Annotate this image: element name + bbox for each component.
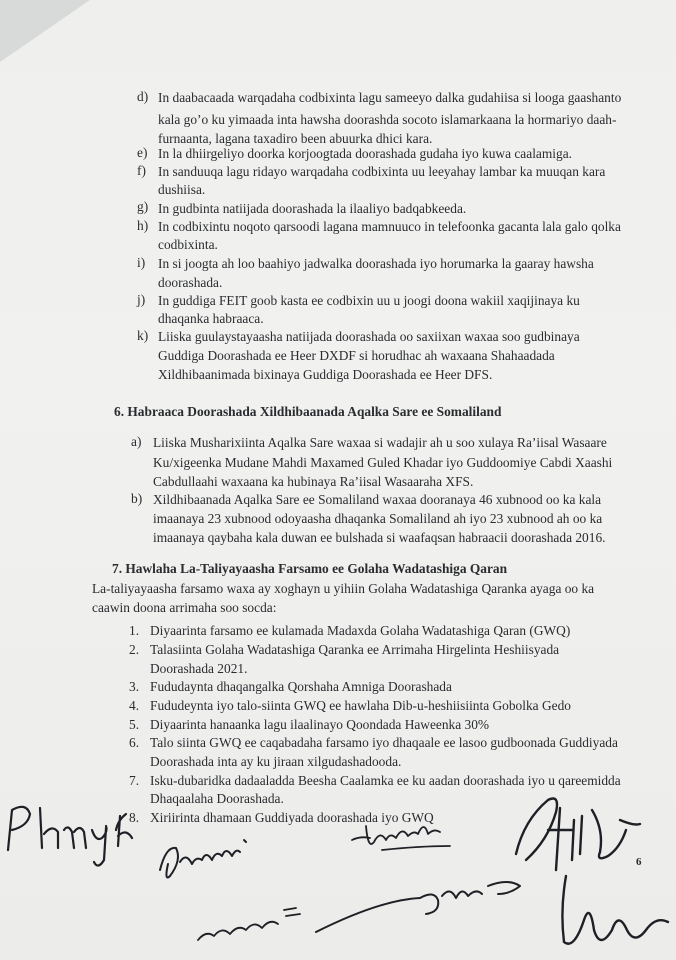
signature-6 [316,882,520,932]
list-item-line: Xildhibaanimada bixinaya Guddiga Doorashada ee Heer DFS. [158,367,493,382]
list-marker: 7. [129,773,140,788]
list-marker: d) [137,89,149,104]
list-marker: 1. [129,623,140,638]
list-item-line: Isku-dubaridka dadaaladda Beesha Caalamka ee ku aadan doorashada iyo u qareemidda [150,773,621,788]
list-marker: 2. [129,642,140,657]
list-item-line: Liiska Musharixiinta Aqalka Sare waxaa si wadajir ah u soo xulaya Ra’iisal Wasaare [153,435,607,450]
list-item-line: In si joogta ah loo baahiyo jadwalka doorashada iyo horumarka la gaaray hawsha [158,256,594,271]
list-marker: h) [137,218,149,233]
list-item-line: In gudbinta natiijada doorashada la ilaaliyo badqabkeeda. [158,201,467,216]
list-item-line: codbixinta. [158,237,218,252]
signature-1 [8,807,132,866]
list-marker: g) [137,199,149,214]
list-marker: 5. [129,717,140,732]
section-heading: 6. Habraaca Doorashada Xildhibaanada Aqalka Sare ee Somaliland [114,404,502,419]
list-marker: 6. [129,735,140,750]
list-item-line: Ku/xigeenka Mudane Mahdi Maxamed Guled Khadar iyo Guddoomiye Cabdi Xaashi [153,455,613,470]
list-item-line: Dhaqaalaha Doorashada. [150,791,284,806]
list-item-line: Talasiinta Golaha Wadatashiga Qaranka ee Arrimaha Hirgelinta Heshiisyada [150,642,560,657]
list-item-line: Doorashada inta ay ku jiraan xilgudashadooda. [150,754,402,769]
list-marker: e) [137,145,148,160]
page-number: 6 [636,856,642,868]
list-item-line: imaanaya qaybaha kala duwan ee bulshada si waafaqsan habraacii doorashada 2016. [153,530,606,545]
list-marker: b) [131,491,143,506]
signature-7 [562,876,668,944]
list-item-line: In sanduuqa lagu ridayo warqadaha codbixinta uu leeyahay lambar ka muuqan kara [158,164,606,179]
folded-corner [0,0,90,62]
section-intro-line: caawin doona arrimaha soo socda: [92,600,277,615]
list-marker: j) [137,292,146,307]
list-item-line: Xiriirinta dhamaan Guddiyada doorashada iyo GWQ [150,810,434,825]
list-item-line: dushiisa. [158,182,206,197]
signature-4 [516,799,640,871]
section-intro-line: La-taliyayaasha farsamo waxa ay xoghayn u yihiin Golaha Wadatashiga Qaranka ayaga oo ka [92,581,595,596]
list-item-line: Xildhibaanada Aqalka Sare ee Somaliland waxaa dooranaya 46 xubnood oo ka kala [153,492,602,507]
list-marker: 3. [129,679,140,694]
list-item-line: In la dhiirgeliyo doorka korjoogtada doorashada gudaha iyo kuwa caalamiga. [158,146,572,161]
signature-2 [160,840,246,878]
list-item-line: Cabdullaahi waxaana ka hubinaya Ra’iisal Wasaaraha XFS. [153,474,474,489]
list-item-line: Diyaarinta hanaanka lagu ilaalinayo Qoondada Haweenka 30% [150,717,490,732]
list-item-line: dhaqanka habraaca. [158,311,264,326]
list-item-line: doorashada. [158,275,223,290]
list-item-line: imaanaya 23 xubnood odoyaasha dhaqanka Somaliland ah iyo 23 xubnood ah oo ka [153,511,603,526]
signature-5 [198,908,300,940]
signature-3 [352,826,450,850]
list-marker: f) [137,163,146,178]
list-item-line: Diyaarinta farsamo ee kulamada Madaxda Golaha Wadatashiga Qaran (GWQ) [150,623,571,638]
list-item-line: Fududeynta iyo talo-siinta GWQ ee hawlaha Dib-u-heshiisiinta Gobolka Gedo [150,698,571,713]
list-marker: k) [137,328,149,343]
list-item-line: Talo siinta GWQ ee caqabadaha farsamo iyo dhaqaale ee lasoo gudboonada Guddiyada [150,735,618,750]
list-item-line: furnaanta, lagana taxadiro been abuurka dhici kara. [158,131,433,146]
list-item-line: In guddiga FEIT goob kasta ee codbixin uu u joogi doona wakiil xaqijinaya ku [158,293,580,308]
list-item-line: Guddiga Doorashada ee Heer DXDF si horudhac ah waxaana Shahaadada [158,348,555,363]
list-marker: 8. [129,810,140,825]
list-marker: i) [137,255,146,270]
list-marker: 4. [129,698,140,713]
list-item-line: In codbixintu noqoto qarsoodi lagana mamnuuco in telefoonka gacanta lala galo qolka [158,219,621,234]
list-item-line: Liiska guulaystayaasha natiijada doorashada oo saxiixan waxaa soo gudbinaya [158,329,580,344]
list-item-line: In daabacaada warqadaha codbixinta lagu sameeyo dalka gudahiisa si looga gaashanto [158,90,622,105]
list-item-line: kala go’o ku yimaada inta hawsha doorashda socoto islamarkaana la hormariyo daah- [158,112,617,127]
list-marker: a) [131,434,142,449]
section-heading: 7. Hawlaha La-Taliyayaasha Farsamo ee Golaha Wadatashiga Qaran [112,561,508,576]
list-item-line: Doorashada 2021. [150,661,248,676]
list-item-line: Fududaynta dhaqangalka Qorshaha Amniga Doorashada [150,679,452,694]
